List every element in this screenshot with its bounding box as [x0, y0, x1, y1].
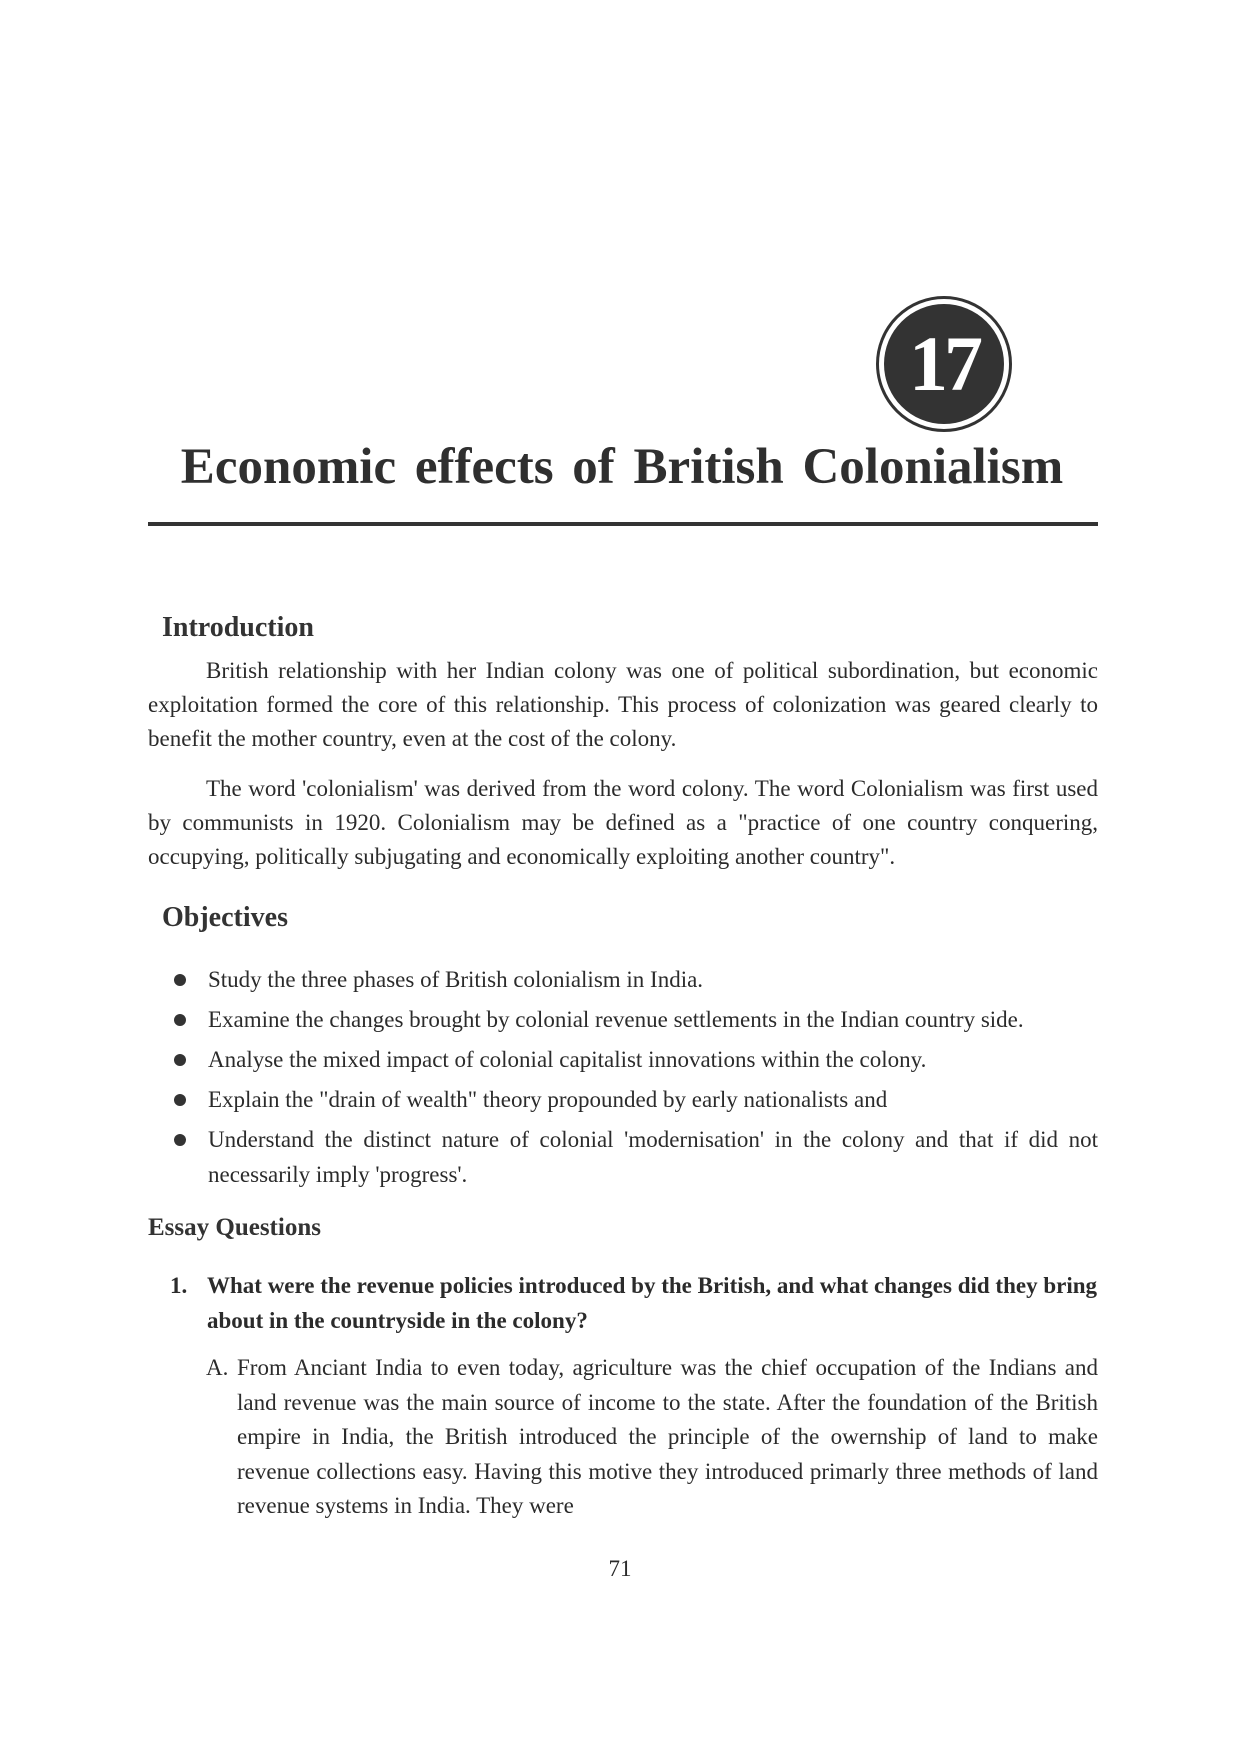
list-item [168, 962, 1098, 997]
list-item [168, 1042, 1098, 1077]
question-text: What were the revenue policies introduced by the British, and what changes did they bring about in the countryside in the colony? [207, 1273, 1098, 1333]
question-number: 1. [170, 1273, 188, 1298]
objectives-heading: Objectives [162, 902, 288, 933]
bullet-icon [174, 1054, 186, 1066]
essay-questions-heading: Essay Questions [148, 1214, 321, 1241]
answer-label: A. [206, 1355, 229, 1380]
essay-question [170, 1268, 1098, 1338]
bullet-icon [174, 974, 186, 986]
introduction-heading: Introduction [162, 612, 314, 643]
page-number: 71 [608, 1556, 632, 1581]
objective-text: Examine the changes brought by colonial revenue settlements in the Indian country side. [208, 1007, 1024, 1032]
objective-text: Explain the "drain of wealth" theory propounded by early nationalists and [208, 1087, 888, 1112]
title-divider [148, 522, 1098, 526]
intro-paragraph-2: The word 'colonialism' was derived from the word colony. The word Colonialism was first used by communists in 1920. Colonialism may be defined as a "practice of one country conquering, occupying, politically subjugating and economically exploiting another country". [148, 776, 1098, 869]
objective-text: Understand the distinct nature of colonial 'modernisation' in the colony and that if did not necessarily imply 'progress'. [208, 1127, 1098, 1187]
intro-paragraph-1: British relationship with her Indian colony was one of political subordination, but economic exploitation formed the core of this relationship. This process of colonization was geared clearly to benefit the mother country, even at the cost of the colony. [148, 658, 1098, 751]
chapter-number: 17 [884, 304, 1004, 424]
bullet-icon [174, 1134, 186, 1146]
list-item [168, 1122, 1098, 1192]
chapter-number-badge [876, 296, 1012, 432]
chapter-title: Economic effects of British Colonialism [180, 439, 1064, 495]
objective-text: Study the three phases of British colonialism in India. [208, 967, 704, 992]
list-item [168, 1082, 1098, 1117]
objectives-list [168, 962, 1098, 1197]
list-item [168, 1002, 1098, 1037]
objective-text: Analyse the mixed impact of colonial capitalist innovations within the colony. [208, 1047, 927, 1072]
essay-answer [206, 1351, 1098, 1524]
answer-text: From Anciant India to even today, agriculture was the chief occupation of the Indians and land revenue was the main source of income to the state. After the foundation of the British empire in India, the British introduced the principle of the owernship of land to make revenue collections easy. Having this motive they introduced primarly three methods of land revenue systems in India. They were [237, 1355, 1098, 1518]
bullet-icon [174, 1014, 186, 1026]
bullet-icon [174, 1094, 186, 1106]
